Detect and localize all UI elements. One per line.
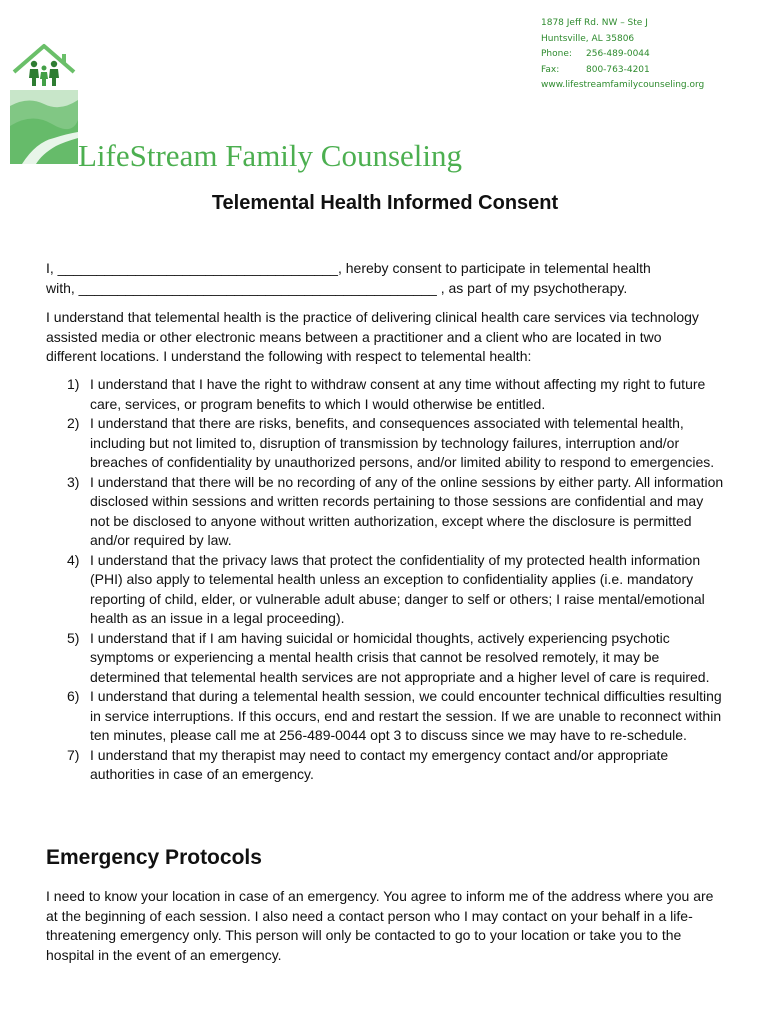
phone-row [541,47,704,63]
list-item [46,473,726,551]
list-item [46,687,726,746]
fax-label: Fax: [541,64,560,75]
list-item-number: 1) [67,376,80,392]
fax-number: 800-763-4201 [586,64,650,75]
website-link[interactable]: www.lifestreamfamilycounseling.org [541,80,705,90]
fax-row [541,63,704,79]
consent-intro [46,259,651,298]
list-item-text: I understand that I have the right to withdraw consent at any time without affecting my right to future care, services, or program benefits to which I would otherwise be entitled. [90,376,706,412]
brand-name: LifeStream Family Counseling [78,138,463,173]
list-item-text: I understand that there are risks, benefits, and consequences associated with telemental health, including but not limited to, disruption of transmission by technology failures, interruption and/or breaches of confidentiality by unauthorized persons, and/or limited ability to respond to emergencies. [90,415,715,470]
stream-landscape-icon [10,90,78,164]
phone-number: 256-489-0044 [586,49,650,59]
address-line-1: 1878 Jeff Rd. NW – Ste J [541,18,648,28]
consent-items-list [46,375,726,785]
list-item-number: 5) [67,629,80,646]
list-item-number: 7) [67,746,80,763]
list-item-text: I understand that there will be no recording of any of the online sessions by either party. All information disclosed within sessions and written records pertaining to those sessions are confidential and may not be disclosed to anyone without written authorization, except where the disclosure is permitted and/or required by law. [90,473,724,548]
list-item-number: 2) [67,415,80,431]
document-title: Telemental Health Informed Consent [211,192,559,214]
list-item-text: I understand that my therapist may need to contact my emergency contact and/or appropriate authorities in case of an emergency. [90,746,669,782]
list-item-text: I understand that the privacy laws that protect the confidentiality of my protected health information (PHI) also apply to telemental health unless an exception to confidentiality applies (i.e. mandatory reporting of child, elder, or vulnerable adult abuse; danger to self or others; I raise mental/emotional health as an issue in a legal proceeding). [90,551,705,626]
consent-line-2: with, ______________________________________________ , as part of my psychotherapy. [46,279,628,296]
list-item-text: I understand that if I am having suicidal or homicidal thoughts, actively experiencing psychotic symptoms or experiencing a mental health crisis that cannot be resolved remotely, it may be determined that telemental health services are not appropriate and a higher level of care is required. [90,629,710,685]
list-item-text: I understand that during a telemental health session, we could encounter technical difficulties resulting in service interruptions. If this occurs, end and restart the session. If we are unable to reconnect within ten minutes, please call me at 256-489-0044 opt 3 to discuss since we may have to re-schedule. [90,688,722,743]
house-family-icon [14,46,74,86]
understanding-paragraph: I understand that telemental health is the practice of delivering clinical health care services via technology assisted media or other electronic means between a practitioner and a client who are located in two different locations. I understand the following with respect to telemental health: [46,309,699,364]
list-item [46,551,726,629]
emergency-paragraph: I need to know your location in case of an emergency. You agree to inform me of the address where you are at the beginning of each session. I also need a contact person who I may contact on your behalf in a life- threatening emergency only. This person will only be contacted to go to your location or take you to the hospital in the event of an emergency. [46,888,714,963]
phone-label: Phone: [541,49,572,59]
list-item [46,375,726,414]
address-line-2: Huntsville, AL 35806 [541,33,635,44]
lifestream-logo [8,42,80,167]
list-item-number: 4) [67,551,80,568]
emergency-heading: Emergency Protocols [46,846,262,869]
letterhead-address [541,16,704,94]
consent-line-1: I, ____________________________________, hereby consent to participate in telemental health [46,260,651,276]
list-item [46,629,726,688]
list-item [46,414,726,473]
list-item-number: 3) [67,473,80,490]
list-item [46,746,726,785]
list-item-number: 6) [67,688,80,704]
